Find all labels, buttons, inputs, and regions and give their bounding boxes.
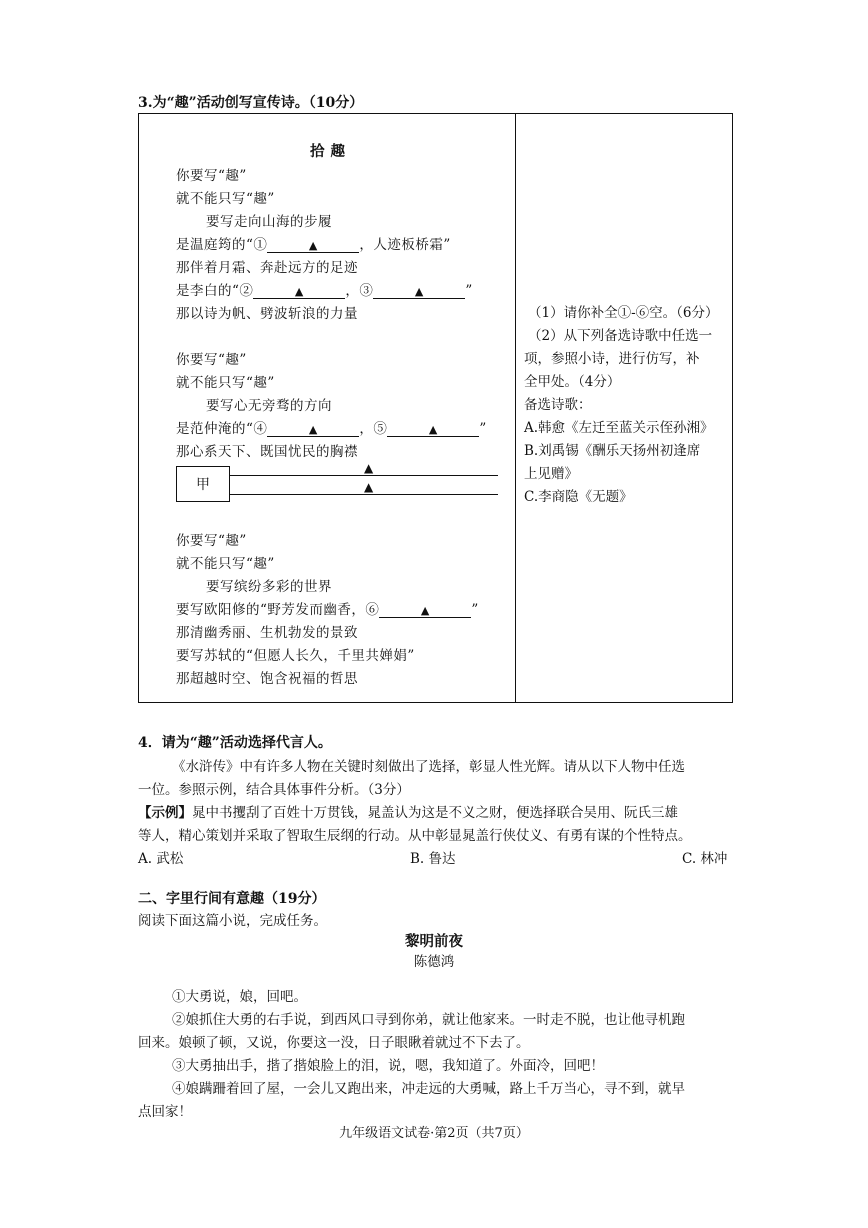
blank-1[interactable]: [267, 239, 359, 253]
box-divider: [515, 113, 516, 703]
jia-label: 甲: [196, 477, 210, 493]
poem-text: 要写欧阳修的“野芳发而幽香，⑥: [176, 602, 380, 618]
jia-box: [176, 466, 230, 502]
poem-line: 就不能只写“趣”: [176, 375, 275, 391]
story-paragraph: ③大勇抽出手，揩了揩娘脸上的泪，说，嗯，我知道了。外面冷，回吧！: [172, 1058, 604, 1074]
poem-line-blank-2-3: [176, 279, 473, 299]
poem-line: 那伴着月霜、奔赴远方的足迹: [176, 260, 358, 276]
poem-text: ”: [465, 283, 473, 299]
poem-text: ，⑤: [359, 421, 388, 437]
poem-line: 你要写“趣”: [176, 533, 247, 549]
option-c: C.李商隐《无题》: [524, 489, 633, 505]
triangle-icon: ▲: [414, 285, 424, 298]
poem-text: ，③: [345, 283, 374, 299]
option-wusong: A. 武松: [138, 851, 184, 867]
instruction-2-cont: 全甲处。（4分）: [524, 374, 621, 390]
question-4-text: 《水浒传》中有许多人物在关键时刻做出了选择，彰显人性光辉。请从以下人物中任选: [172, 759, 685, 775]
example-text: 等人，精心策划并采取了智取生辰纲的行动。从中彰显晁盖行侠仗义、有勇有谋的个性特点。: [138, 828, 692, 844]
blank-5[interactable]: [387, 423, 479, 437]
poem-line: 要写缤纷多彩的世界: [206, 579, 332, 595]
blank-4[interactable]: [267, 423, 359, 437]
triangle-icon: ▲: [364, 461, 374, 475]
story-paragraph: 点回家！: [138, 1104, 192, 1120]
poem-line: 要写心无旁骛的方向: [206, 398, 332, 414]
poem-line: 要写苏轼的“但愿人长久，千里共婵娟”: [176, 648, 415, 664]
story-paragraph: ④娘蹒跚着回了屋，一会儿又跑出来，冲走远的大勇喊，路上千万当心，寻不到，就早: [172, 1081, 685, 1097]
question-4-title: 4．请为“趣”活动选择代言人。: [138, 735, 332, 751]
poem-line: 要写走向山海的步履: [206, 214, 332, 230]
poem-text: ”: [479, 421, 487, 437]
story-author: 陈德鸿: [413, 954, 455, 970]
example-text: 晁中书攫刮了百姓十万贯钱，晁盖认为这是不义之财，便选择联合吴用、阮氏三雄: [192, 805, 678, 821]
example-label: 【示例】: [138, 805, 192, 821]
poem-line-blank-4-5: [176, 417, 487, 437]
poem-text: 是范仲淹的“④: [176, 421, 268, 437]
poem-line: 你要写“趣”: [176, 168, 247, 184]
story-paragraph: ②娘抓住大勇的右手说，到西风口寻到你弟，就让他家来。一时走不脱，也让他寻机跑: [172, 1012, 685, 1028]
question-3-title: 3.为“趣”活动创写宣传诗。（10分）: [138, 95, 364, 111]
option-b-cont: 上见赠》: [524, 466, 578, 482]
story-title: 黎明前夜: [405, 933, 463, 950]
option-a: A.韩愈《左迁至蓝关示侄孙湘》: [524, 420, 714, 436]
blank-2[interactable]: [253, 285, 345, 299]
poem-text: ，人迹板桥霜”: [359, 237, 451, 253]
instruction-2: （2）从下列备选诗歌中任选一: [528, 328, 713, 344]
blank-6[interactable]: [379, 604, 471, 618]
poem-text: 是李白的“②: [176, 283, 254, 299]
poem-line-blank-1: [176, 233, 451, 253]
poem-line: 就不能只写“趣”: [176, 191, 275, 207]
jia-answer-line-1[interactable]: [230, 475, 498, 476]
story-paragraph: 回来。娘顿了顿，又说，你要这一没，日子眼瞅着就过不下去了。: [138, 1035, 530, 1051]
option-b: B.刘禹锡《酬乐天扬州初逢席: [524, 443, 701, 459]
option-heading: 备选诗歌：: [524, 397, 592, 413]
triangle-icon: ▲: [420, 604, 430, 617]
jia-answer-line-2[interactable]: [230, 494, 498, 495]
blank-3[interactable]: [373, 285, 465, 299]
triangle-icon: ▲: [364, 480, 374, 494]
poem-line-blank-6: [176, 598, 479, 618]
example-line: [138, 801, 678, 821]
story-paragraph: ①大勇说，娘，回吧。: [172, 989, 307, 1005]
poem-text: ”: [471, 602, 479, 618]
poem-title: 拾 趣: [310, 143, 346, 160]
section-2-title: 二、字里行间有意趣（19分）: [138, 891, 326, 907]
page-footer: 九年级语文试卷·第2页（共7页）: [339, 1126, 529, 1141]
instruction-2-cont: 项，参照小诗，进行仿写，补: [524, 351, 700, 367]
option-luda: B. 鲁达: [410, 851, 456, 867]
triangle-icon: ▲: [308, 423, 318, 436]
poem-line: 那以诗为帆、劈波斩浪的力量: [176, 306, 358, 322]
section-2-intro: 阅读下面这篇小说，完成任务。: [138, 913, 327, 929]
poem-line: 那心系天下、既国忧民的胸襟: [176, 444, 358, 460]
question-4-text: 一位。参照示例，结合具体事件分析。（3分）: [138, 782, 410, 798]
poem-line: 那超越时空、饱含祝福的哲思: [176, 671, 358, 687]
triangle-icon: ▲: [308, 239, 318, 252]
triangle-icon: ▲: [294, 285, 304, 298]
poem-line: 那清幽秀丽、生机勃发的景致: [176, 625, 358, 641]
poem-text: 是温庭筠的“①: [176, 237, 268, 253]
option-linchong: C. 林冲: [682, 851, 728, 867]
instruction-1: （1）请你补全①-⑥空。（6分）: [528, 305, 719, 321]
poem-line: 你要写“趣”: [176, 352, 247, 368]
poem-line: 就不能只写“趣”: [176, 556, 275, 572]
triangle-icon: ▲: [428, 423, 438, 436]
